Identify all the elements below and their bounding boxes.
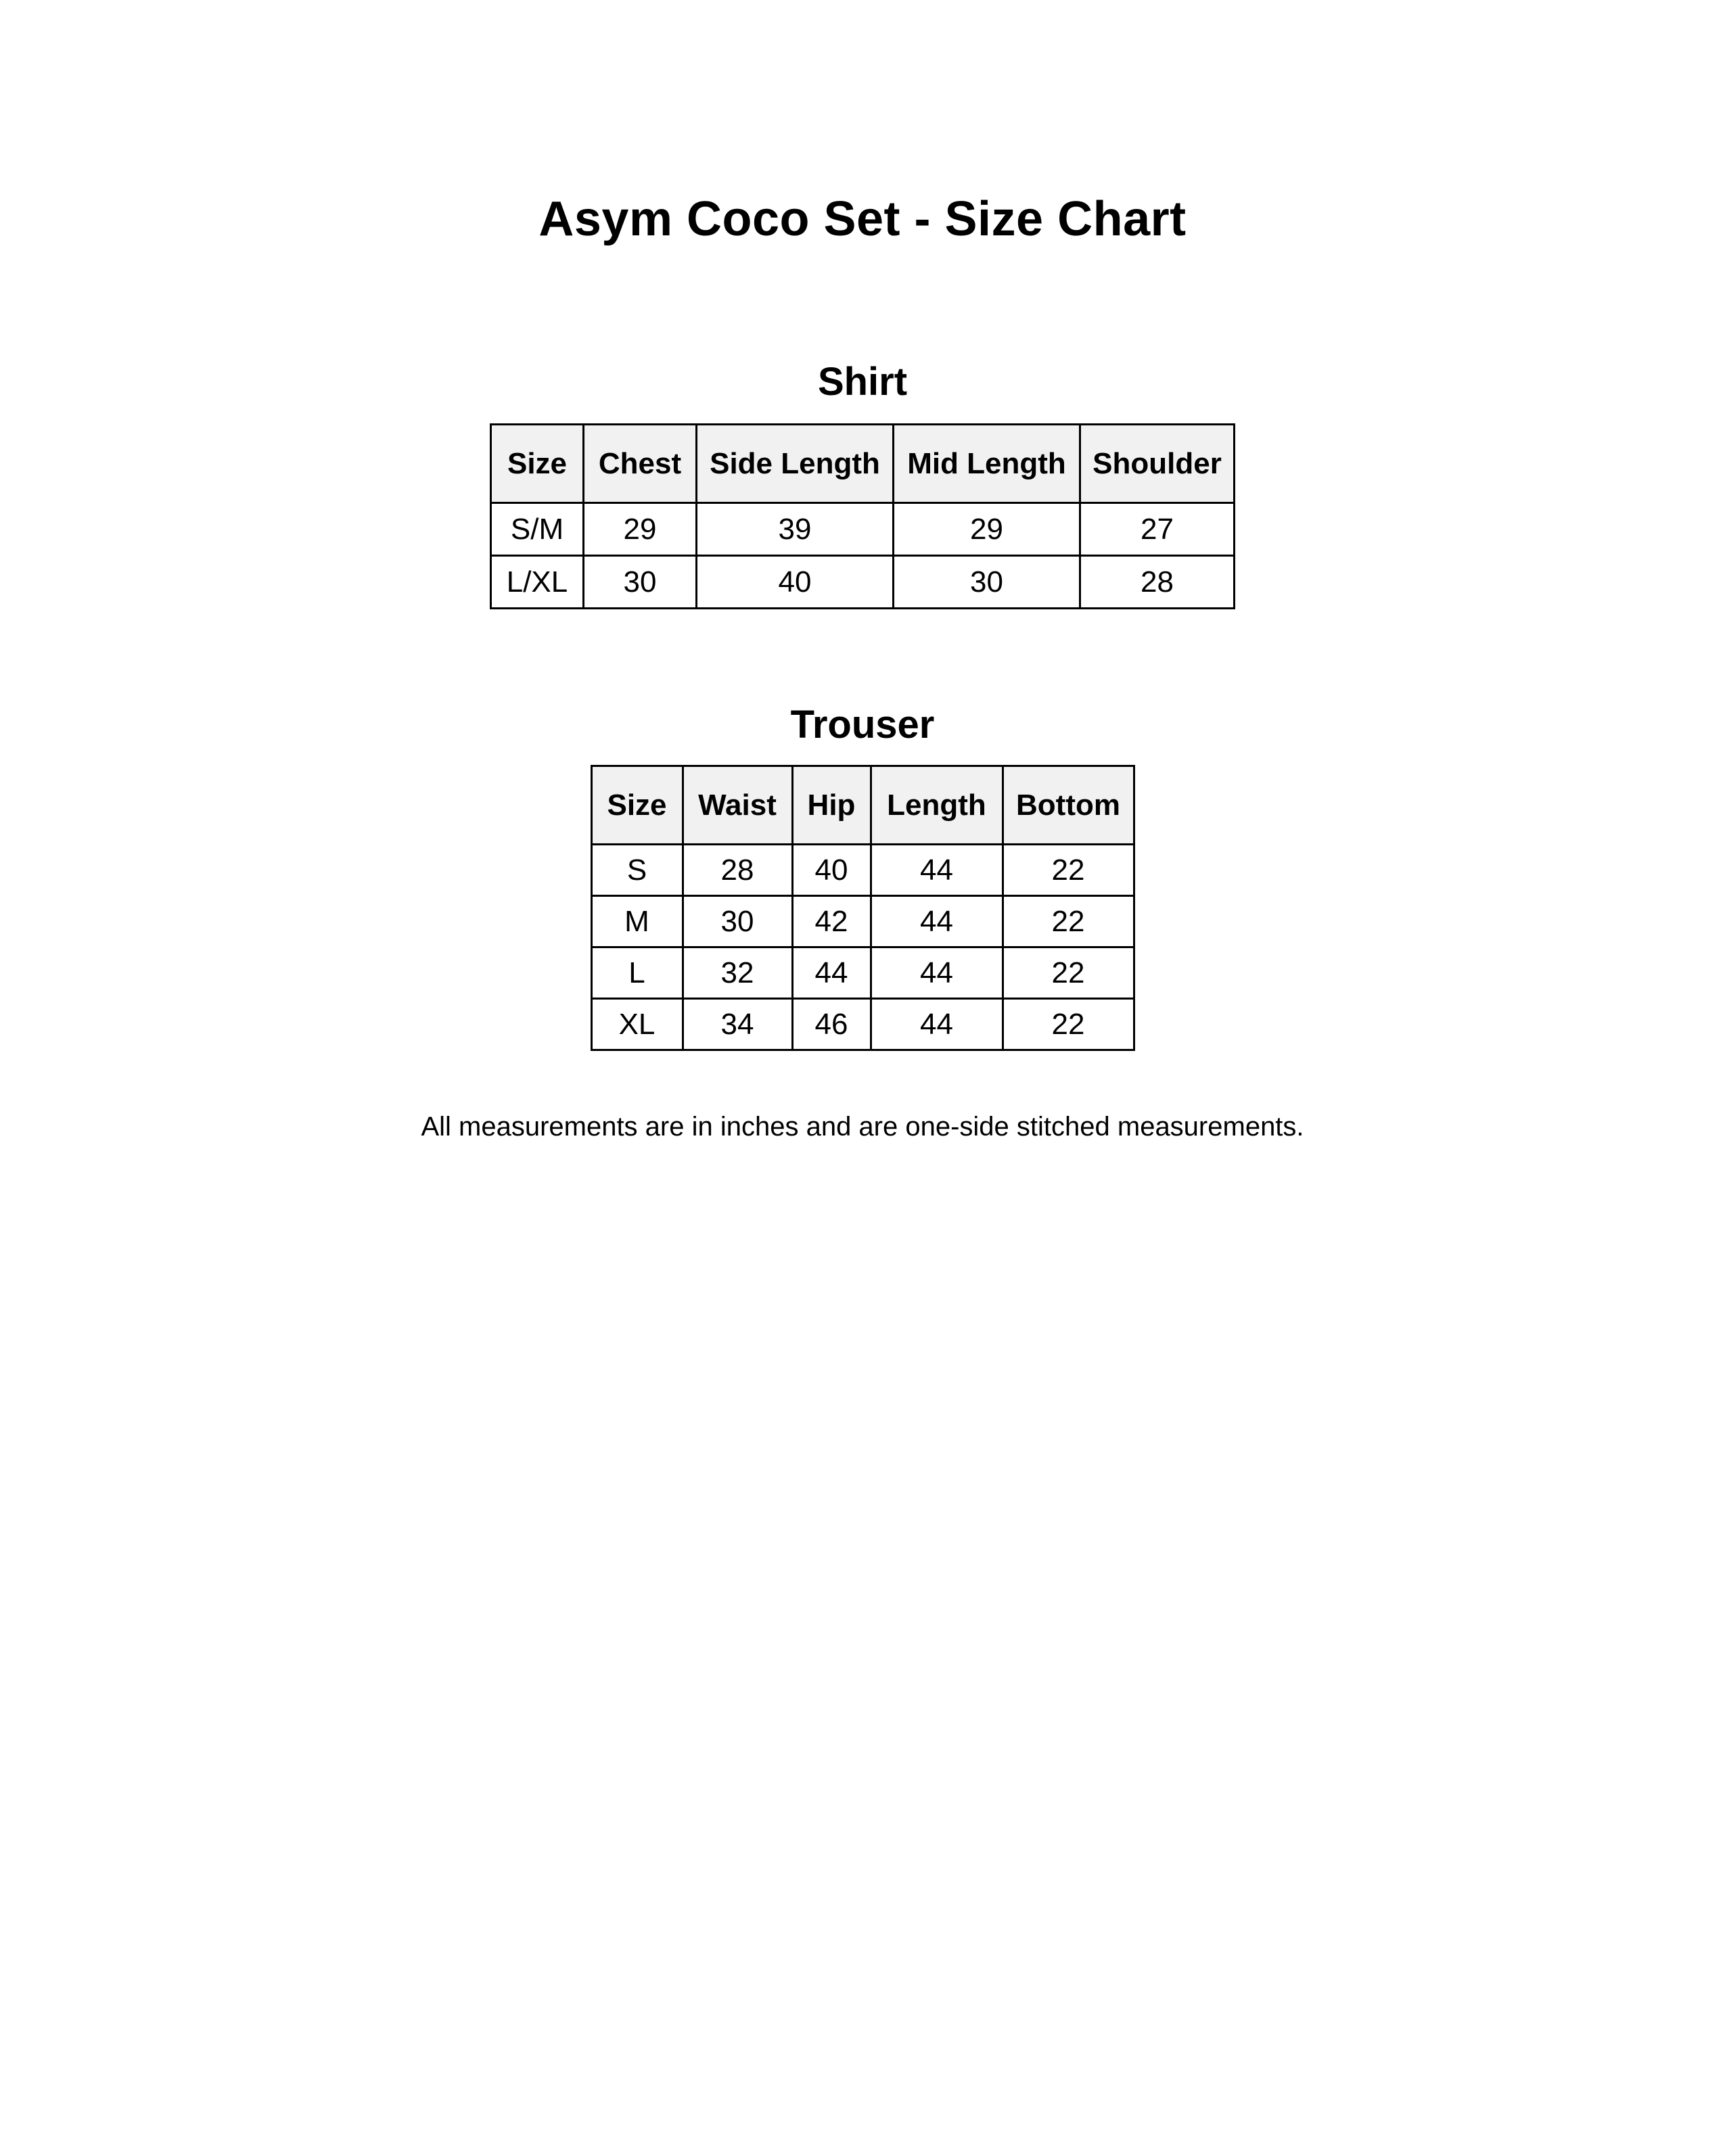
value-cell: 30 [894,556,1080,609]
value-cell: 29 [584,503,697,556]
value-cell: 44 [871,896,1003,947]
column-header-mid-length: Mid Length [894,425,1080,503]
value-cell: 30 [584,556,697,609]
table-row [591,947,1134,999]
table-header-row [491,425,1235,503]
column-header-shoulder: Shoulder [1080,425,1235,503]
column-header-size: Size [491,425,584,503]
table-row [591,845,1134,896]
size-cell: M [591,896,683,947]
value-cell: 32 [683,947,792,999]
size-cell: S/M [491,503,584,556]
value-cell: 34 [683,999,792,1050]
value-cell: 30 [683,896,792,947]
size-cell: L/XL [491,556,584,609]
column-header-side-length: Side Length [697,425,894,503]
shirt-heading: Shirt [817,360,908,404]
value-cell: 28 [1080,556,1235,609]
value-cell: 46 [792,999,871,1050]
page-title: Asym Coco Set - Size Chart [538,192,1187,246]
value-cell: 42 [792,896,871,947]
value-cell: 29 [894,503,1080,556]
size-cell: S [591,845,683,896]
table-row [491,556,1235,609]
trouser-section [0,705,1725,1051]
value-cell: 40 [697,556,894,609]
trouser-heading: Trouser [790,703,935,747]
column-header-size: Size [591,766,683,845]
value-cell: 22 [1003,896,1134,947]
column-header-chest: Chest [584,425,697,503]
value-cell: 44 [792,947,871,999]
value-cell: 28 [683,845,792,896]
table-row [491,503,1235,556]
value-cell: 27 [1080,503,1235,556]
value-cell: 44 [871,845,1003,896]
value-cell: 40 [792,845,871,896]
value-cell: 44 [871,999,1003,1050]
trouser-size-table [591,765,1135,1051]
value-cell: 22 [1003,947,1134,999]
shirt-section [0,362,1725,609]
column-header-waist: Waist [683,766,792,845]
table-row [591,999,1134,1050]
column-header-bottom: Bottom [1003,766,1134,845]
value-cell: 22 [1003,999,1134,1050]
value-cell: 44 [871,947,1003,999]
size-cell: L [591,947,683,999]
measurement-note: All measurements are in inches and are one-side stitched measurements. [421,1112,1304,1142]
value-cell: 39 [697,503,894,556]
table-row [591,896,1134,947]
shirt-size-table [490,423,1235,609]
table-header-row [591,766,1134,845]
column-header-hip: Hip [792,766,871,845]
column-header-length: Length [871,766,1003,845]
size-cell: XL [591,999,683,1050]
value-cell: 22 [1003,845,1134,896]
